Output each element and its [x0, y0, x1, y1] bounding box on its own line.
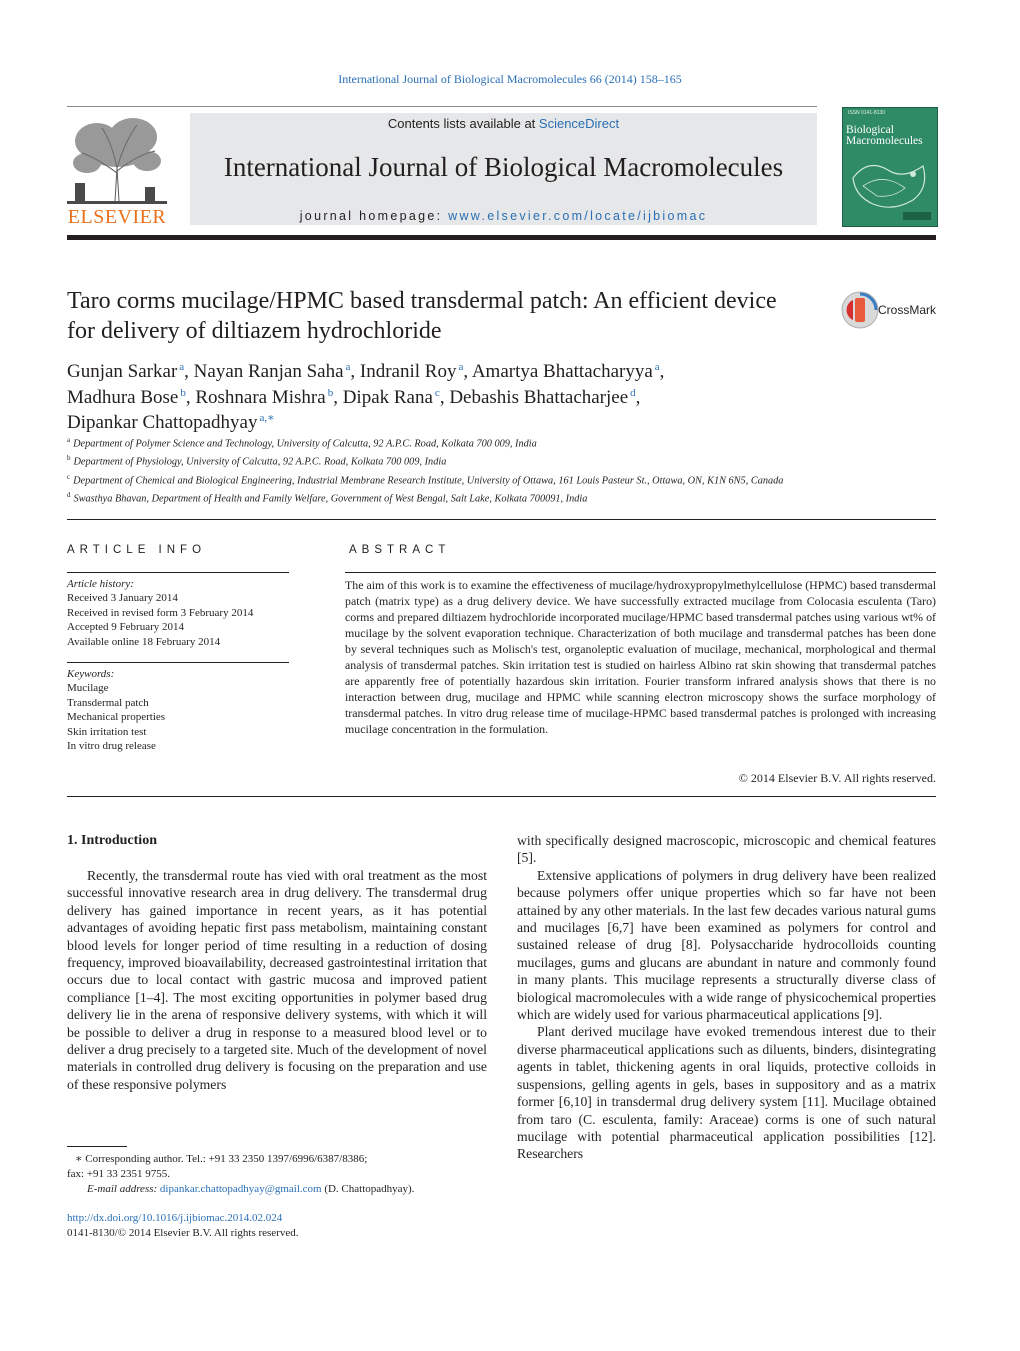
elsevier-wordmark: ELSEVIER — [67, 206, 167, 228]
keywords — [67, 667, 289, 753]
homepage-link[interactable]: www.elsevier.com/locate/ijbiomac — [448, 209, 708, 223]
affiliations — [67, 433, 827, 507]
contents-prefix: Contents lists available at — [387, 116, 539, 131]
copyright: © 2014 Elsevier B.V. All rights reserved. — [738, 771, 936, 785]
footnote-email-line — [67, 1182, 487, 1197]
journal-reference-link[interactable]: International Journal of Biological Macromolecules 66 (2014) 158–165 — [338, 72, 682, 86]
header-top-rule — [67, 106, 817, 107]
affiliation: $^d$ Swasthya Bhavan, Department of Health and Family Welfare, Government of West Bengal, Salt Lake, Kolkata 700091, India — [67, 491, 588, 505]
homepage-prefix: journal homepage: — [299, 209, 449, 223]
email-suffix: (D. Chattopadhyay). — [321, 1183, 415, 1195]
homepage-line — [190, 209, 817, 223]
sciencedirect-link[interactable]: ScienceDirect — [538, 116, 620, 131]
body-column-right — [517, 832, 936, 1163]
cover-title: Biological Macromolecules — [846, 124, 923, 147]
article-info-rule — [67, 572, 289, 573]
history-item: Received 3 January 2014 — [67, 592, 178, 605]
keywords-label: Keywords: — [67, 668, 115, 680]
keywords-rule — [67, 662, 289, 663]
article-title: Taro corms mucilage/HPMC based transdermal patch: An efficient device for delivery of diltiazem hydrochloride — [67, 288, 777, 344]
email-label: E-mail address: — [87, 1183, 160, 1195]
history-label: Article history: — [67, 578, 134, 590]
abstract-heading: ABSTRACT — [349, 544, 451, 556]
paragraph: Extensive applications of polymers in drug delivery have been realized because polymers offer unique properties which so far have not been attained by any other materials. In the last few decades various natural gums and mucilages [6,7] have been examined as polymers for control and sustained release of drug [8]. Polysaccharide hydrocolloids counting mucilages, gums and glucans are abundant in nature and commonly found in many plants. This mucilage represents a structurally diverse class of biological macromolecules with a wide range of physicochemical properties which are widely used for various pharmaceutical applications [9]. — [517, 867, 936, 1023]
author: Roshnara Mishra $^b$, — [195, 386, 343, 408]
author-corresponding: Dipankar Chattopadhyay $^{a,∗}$ — [67, 412, 275, 433]
section-divider — [67, 519, 936, 520]
issn-line: 0141-8130/© 2014 Elsevier B.V. All rights reserved. — [67, 1227, 299, 1239]
affiliation: $^c$ Department of Chemical and Biological Engineering, Industrial Membrane Research Institute, University of Ottawa, 161 Louis Pasteur St., Ottawa, ON, K1N 6N5, Canada — [67, 472, 784, 487]
author: Indranil Roy $^a$, — [359, 361, 472, 382]
keyword: Skin irritation test — [67, 725, 147, 738]
body-column-left — [67, 867, 487, 1093]
keyword: Transdermal patch — [67, 696, 149, 709]
keyword: In vitro drug release — [67, 740, 156, 753]
header-thick-rule — [67, 235, 936, 240]
abstract-rule — [345, 572, 936, 573]
crossmark-label[interactable]: CrossMark — [878, 303, 937, 317]
affiliation: $^a$ Department of Polymer Science and Technology, University of Calcutta, 92 A.P.C. Road, Kolkata 700 009, India — [67, 436, 537, 450]
author: Dipak Rana $^c$, — [342, 386, 450, 408]
keyword: Mucilage — [67, 682, 109, 695]
history-item: Received in revised form 3 February 2014 — [67, 606, 254, 619]
footnote-rule — [67, 1146, 127, 1147]
footnote-line: ∗ Corresponding author. Tel.: +91 33 2350 1397/6996/6387/8386; — [75, 1153, 368, 1165]
paragraph: Plant derived mucilage have evoked tremendous interest due to their diverse pharmaceutical applications such as diluents, binders, disintegrating agents in tablet, thickening agents in oral liquids, protective colloids in suspensions, gelling agents in gels, bases in suppository and as a matrix former [6,10] in transdermal drug delivery system [11]. Mucilage obtained from taro (C. esculenta, family: Araceae) corms is one of such natural mucilage with potential pharmaceutical application possibilities [12]. Researchers — [517, 1024, 936, 1162]
history-item: Accepted 9 February 2014 — [67, 621, 184, 634]
corresponding-footnote — [67, 1152, 487, 1197]
intro-heading: 1. Introduction — [67, 833, 157, 848]
history-item: Available online 18 February 2014 — [67, 635, 221, 648]
journal-title: International Journal of Biological Macromolecules — [223, 152, 784, 182]
footnote-line: fax: +91 33 2351 9755. — [67, 1168, 171, 1180]
keyword: Mechanical properties — [67, 711, 166, 724]
cover-issn: ISSN 0141-8130 — [848, 110, 885, 116]
article-info-heading: ARTICLE INFO — [67, 544, 207, 556]
contents-line — [190, 116, 817, 131]
paragraph: Recently, the transdermal route has vied with oral treatment as the most successful innovative research area in drug delivery. The transdermal drug delivery has gained importance in recent years, as it has potential advantages of avoiding hepatic first pass metabolism, maintaining constant blood levels for longer period of time resulting in a reduction of dosing frequency, improved bioavailability, decreased gastrointestinal irritation that occurs due to local contact with gastric mucosa and improved patient compliance [1–4]. The most exciting opportunities in polymer based drug delivery lie in the arena of responsive delivery systems, with which it will be possible to deliver a drug in response to a measured blood level or to deliver a drug precisely to a targeted site. Much of the development of novel materials in controlled drug delivery is focusing on the preparation and use of these responsive polymers — [67, 868, 487, 1092]
abstract-bottom-rule — [67, 796, 936, 797]
doi-block — [67, 1211, 487, 1241]
author: Madhura Bose $^b$, — [67, 386, 196, 408]
email-link[interactable]: dipankar.chattopadhyay@gmail.com — [159, 1183, 322, 1195]
crossmark-icon[interactable] — [840, 290, 880, 330]
author: Nayan Ranjan Saha $^a$, — [193, 361, 360, 382]
abstract-text: The aim of this work is to examine the effectiveness of mucilage/hydroxypropylmethylcellulose (HPMC) based transdermal patch (matrix type) as a drug delivery device. We have successfully extracted mucilage from Colocasia esculenta (Taro) corms and prepared diltiazem hydrochloride incorporated mucilage/HPMC based transdermal patches using various wt% of mucilage by the solvent evaporation technique. Characterization of both mucilage and transdermal patches has been done by several techniques such as Molisch's test, organoleptic evaluation of mucilage, mechanical, morphological and thermal analysis of transdermal patches. Skin irritation test is studied on hairless Albino rat skin showing that transdermal patches are apparently free of potentially hazardous skin irritation. Fourier transform infrared analysis shows that there is no interaction between drug, mucilage and HPMC while scanning electron microscopy shows the surface morphology of transdermal patches. In vitro drug release time of mucilage-HPMC based transdermal patches is prolonged with increasing mucilage concentration in the formulation. — [345, 578, 936, 736]
doi-link[interactable]: http://dx.doi.org/10.1016/j.ijbiomac.2014.02.024 — [67, 1212, 283, 1224]
author: Gunjan Sarkar $^a$, — [67, 361, 194, 382]
author: Amartya Bhattacharyya $^a$, — [471, 361, 665, 382]
author: Debashis Bhattacharjee $^d$, — [449, 386, 641, 408]
author-list — [67, 357, 937, 434]
article-history — [67, 577, 289, 649]
paragraph: with specifically designed macroscopic, microscopic and chemical features [5]. — [517, 833, 936, 866]
affiliation: $^b$ Department of Physiology, University of Calcutta, 92 A.P.C. Road, Kolkata 700 009, India — [67, 454, 447, 468]
